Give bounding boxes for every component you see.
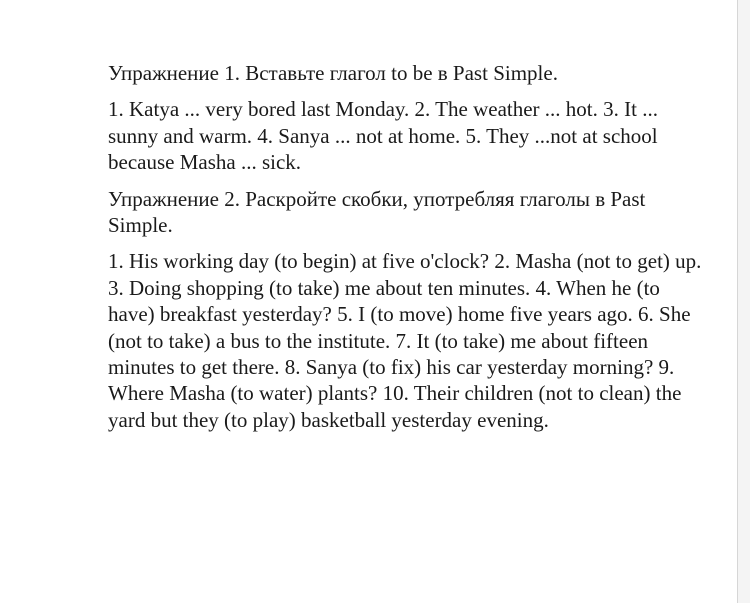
exercise-2-heading: Упражнение 2. Раскройте скобки, употребляя глаголы в Past Simple. [108,186,646,238]
document-content [108,60,704,443]
exercise-1-text: 1. Katya ... very bored last Monday. 2. The weather ... hot. 3. It ... sunny and warm. 4. Sanya ... not at home. 5. They ...not at school because Masha ... sick. [108,97,658,175]
exercise-1-heading: Упражнение 1. Вставьте глагол to be в Past Simple. [108,61,558,85]
window-edge [738,0,750,603]
exercise-2-text: 1. His working day (to begin) at five o'clock? 2. Masha (not to get) up. 3. Doing shopping (to take) me about ten minutes. 4. When he (to have) breakfast yesterday? 5. I (to move) home five years ago. 6. She (not to take) a bus to the institute. 7. It (to take) me about fifteen minutes to get there. 8. Sanya (to fix) his car yesterday morning? 9. Where Masha (to water) plants? 10. Their children (not to clean) the yard but they (to play) basketball yesterday evening. [108,249,702,432]
